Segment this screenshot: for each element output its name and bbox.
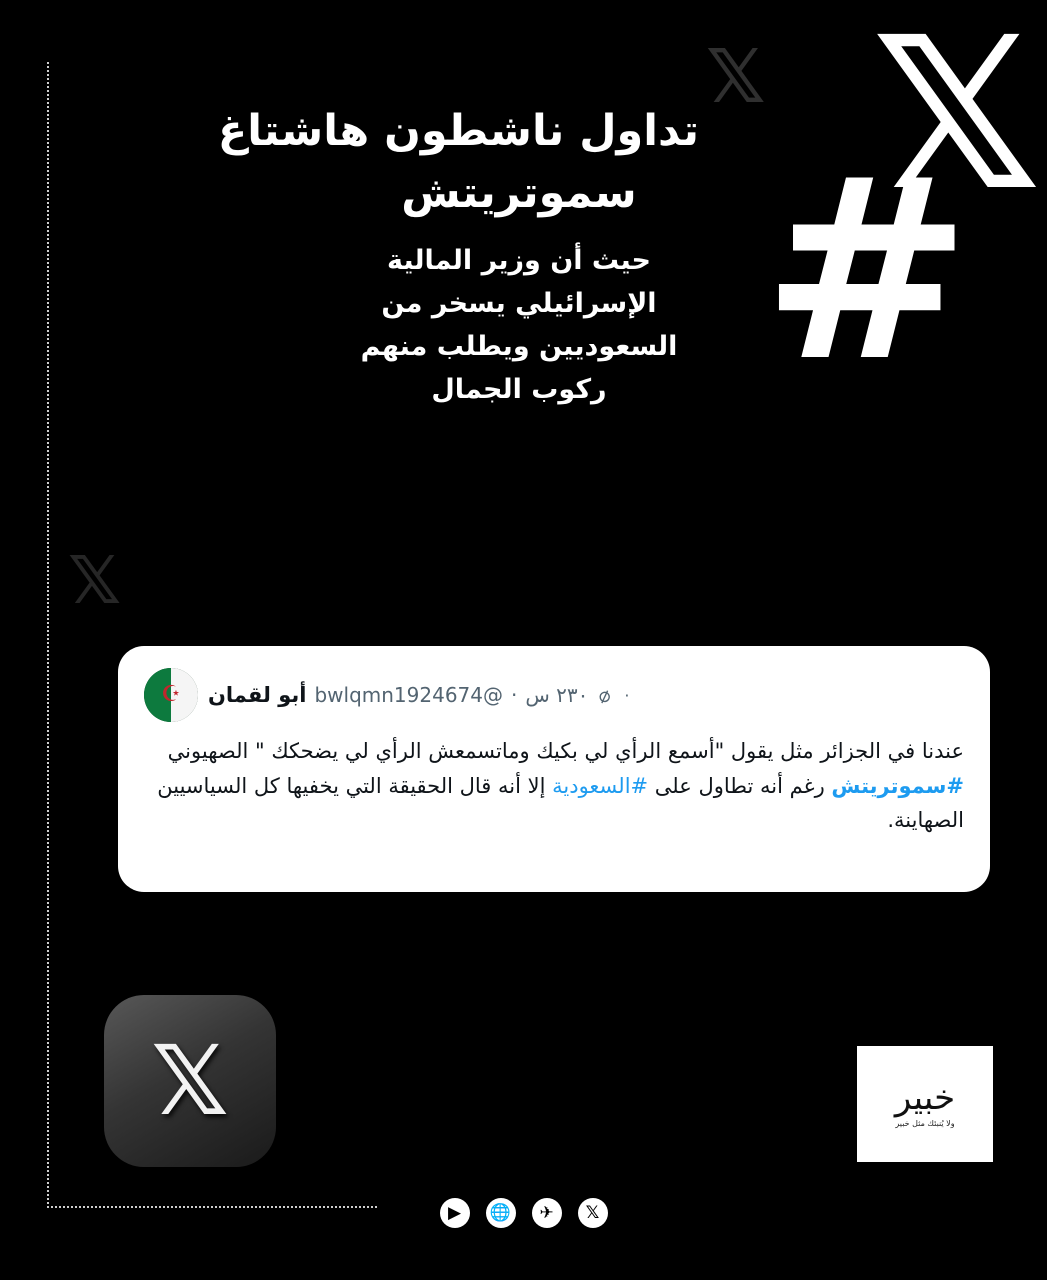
separator-dot: · (511, 683, 518, 707)
tweet-display-name[interactable]: أبو لقمان (208, 683, 307, 707)
page-title (217, 100, 699, 225)
tweet-text-part-3: إلا أنه قال الحقيقة التي يخفيها كل السياسيين الصهاينة. (157, 773, 964, 833)
crescent-star-icon: ☪ (161, 682, 181, 707)
frame-left-dashed-line (47, 62, 49, 1208)
x-logo-decor-icon: 𝕏 (706, 34, 766, 120)
website-social-icon[interactable]: 🌐 (486, 1198, 516, 1228)
x-social-icon[interactable]: 𝕏 (578, 1198, 608, 1228)
tweet-card[interactable] (118, 646, 990, 892)
x-app-icon[interactable] (104, 995, 276, 1167)
tweet-author-row (208, 683, 588, 707)
tweet-text-part-2: رغم أنه تطاول على (648, 773, 832, 798)
x-logo-large-icon: 𝕏 (872, 0, 1042, 237)
tweet-header (144, 668, 964, 722)
more-dot-icon[interactable]: · (624, 685, 630, 705)
tweet-text (144, 734, 964, 838)
tweet-text-part-1: عندنا في الجزائر مثل يقول "أسمع الرأي لي بكيك وماتسمعش الرأي لي يضحكك " الصهيوني (167, 739, 964, 763)
brand-logo-text: خبير (894, 1077, 956, 1118)
tweet-meta-icons (594, 681, 630, 709)
brand-logo (857, 1046, 993, 1162)
telegram-social-icon[interactable]: ✈ (532, 1198, 562, 1228)
page-subtitle: حيث أن وزير المالية الإسرائيلي يسخر من السعوديين ويطلب منهم ركوب الجمال (360, 244, 678, 406)
hashtag-smotrich[interactable]: #سموتريتش (831, 773, 964, 798)
x-logo-decor-icon: 𝕏 (68, 542, 122, 619)
social-bar (0, 1198, 1047, 1228)
avatar[interactable] (144, 668, 198, 722)
hashtag-large-icon: # (762, 125, 966, 416)
x-app-icon-glyph: 𝕏 (151, 1025, 229, 1137)
headline-block (217, 100, 699, 411)
page-title-line-1: تداول ناشطون هاشتاغ (217, 106, 699, 156)
brand-logo-tagline: ولا يُنبئك مثل خبير (895, 1118, 955, 1128)
globe-icon[interactable]: ⌀ (594, 681, 615, 709)
tweet-handle[interactable]: @bwlqmn1924674 (314, 683, 503, 707)
page-title-line-2: سموتريتش (401, 168, 637, 219)
tweet-timestamp: ٢٣٠ س (525, 683, 589, 707)
hashtag-saudi[interactable]: #السعودية (552, 773, 649, 798)
youtube-social-icon[interactable]: ▶ (440, 1198, 470, 1228)
